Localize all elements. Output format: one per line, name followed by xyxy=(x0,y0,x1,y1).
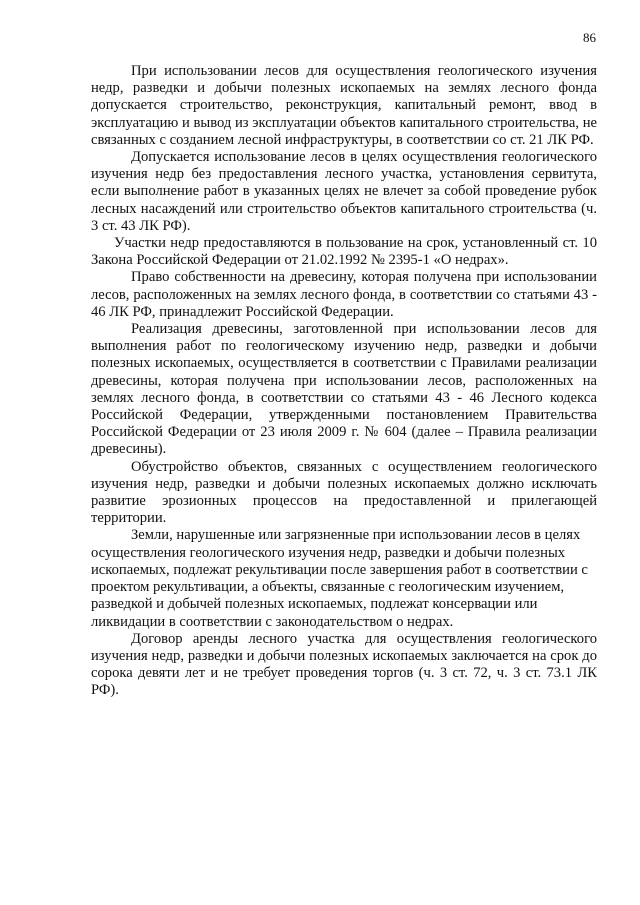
paragraph-lease-agreement: Договор аренды лесного участка для осуществления геологического изучения недр, разведки и добычи полезных ископаемых заключается на срок до сорока девяти лет и не требует проведения торгов (ч. 3 ст. 72, ч. 3 ст. 73.1 ЛК РФ). xyxy=(91,630,597,699)
paragraph-timber-sale: Реализация древесины, заготовленной при использовании лесов для выполнения работ по геологическому изучению недр, разведки и добычи полезных ископаемых, осуществляется в соответствии с Правилами реализации древесины, которая получена при использовании лесов, расположенных на землях лесного фонда, в соответствии со статьями 43 - 46 Лесного кодекса Российской Федерации, утвержденными постановлением Правительства Российской Федерации от 23 июля 2009 г. № 604 (далее – Правила реализации древесины). xyxy=(91,321,597,458)
paragraph-timber-ownership: Право собственности на древесину, которая получена при использовании лесов, расположенных на землях лесного фонда, в соответствии со статьями 43 - 46 ЛК РФ, принадлежит Российской Федерации. xyxy=(91,269,597,320)
paragraph-construction-permitted: При использовании лесов для осуществления геологического изучения недр, разведки и добычи полезных ископаемых на землях лесного фонда допускается строительство, реконструкция, капитальный ремонт, ввод в эксплуатацию и вывод из эксплуатации объектов капитального строительства, не связанных с созданием лесной инфраструктуры, в соответствии со ст. 21 ЛК РФ. xyxy=(91,63,597,148)
paragraph-subsoil-term: Участки недр предоставляются в пользование на срок, установленный ст. 10 Закона Российской Федерации от 21.02.1992 № 2395-1 «О недрах». xyxy=(91,235,597,269)
document-body xyxy=(91,63,597,700)
paragraph-erosion-prevention: Обустройство объектов, связанных с осуществлением геологического изучения недр, разведки и добычи полезных ископаемых должно исключать развитие эрозионных процессов на предоставленной и прилегающей территории. xyxy=(91,458,597,527)
paragraph-land-reclamation: Земли, нарушенные или загрязненные при использовании лесов в целях осуществления геологического изучения недр, разведки и добычи полезных ископаемых, подлежат рекультивации после завершения работ в соответствии с проектом рекультивации, а объекты, связанные с геологическим изучением, разведкой и добычей полезных ископаемых, подлежат консервации или ликвидации в соответствии с законодательством о недрах. xyxy=(91,527,588,630)
paragraph-use-without-plot: Допускается использование лесов в целях осуществления геологического изучения недр без предоставления лесного участка, установления сервитута, если выполнение работ в указанных целях не влечет за собой проведение рубок лесных насаждений или строительство объектов капитального строительства (ч. 3 ст. 43 ЛК РФ). xyxy=(91,149,597,234)
page-number: 86 xyxy=(583,30,596,45)
